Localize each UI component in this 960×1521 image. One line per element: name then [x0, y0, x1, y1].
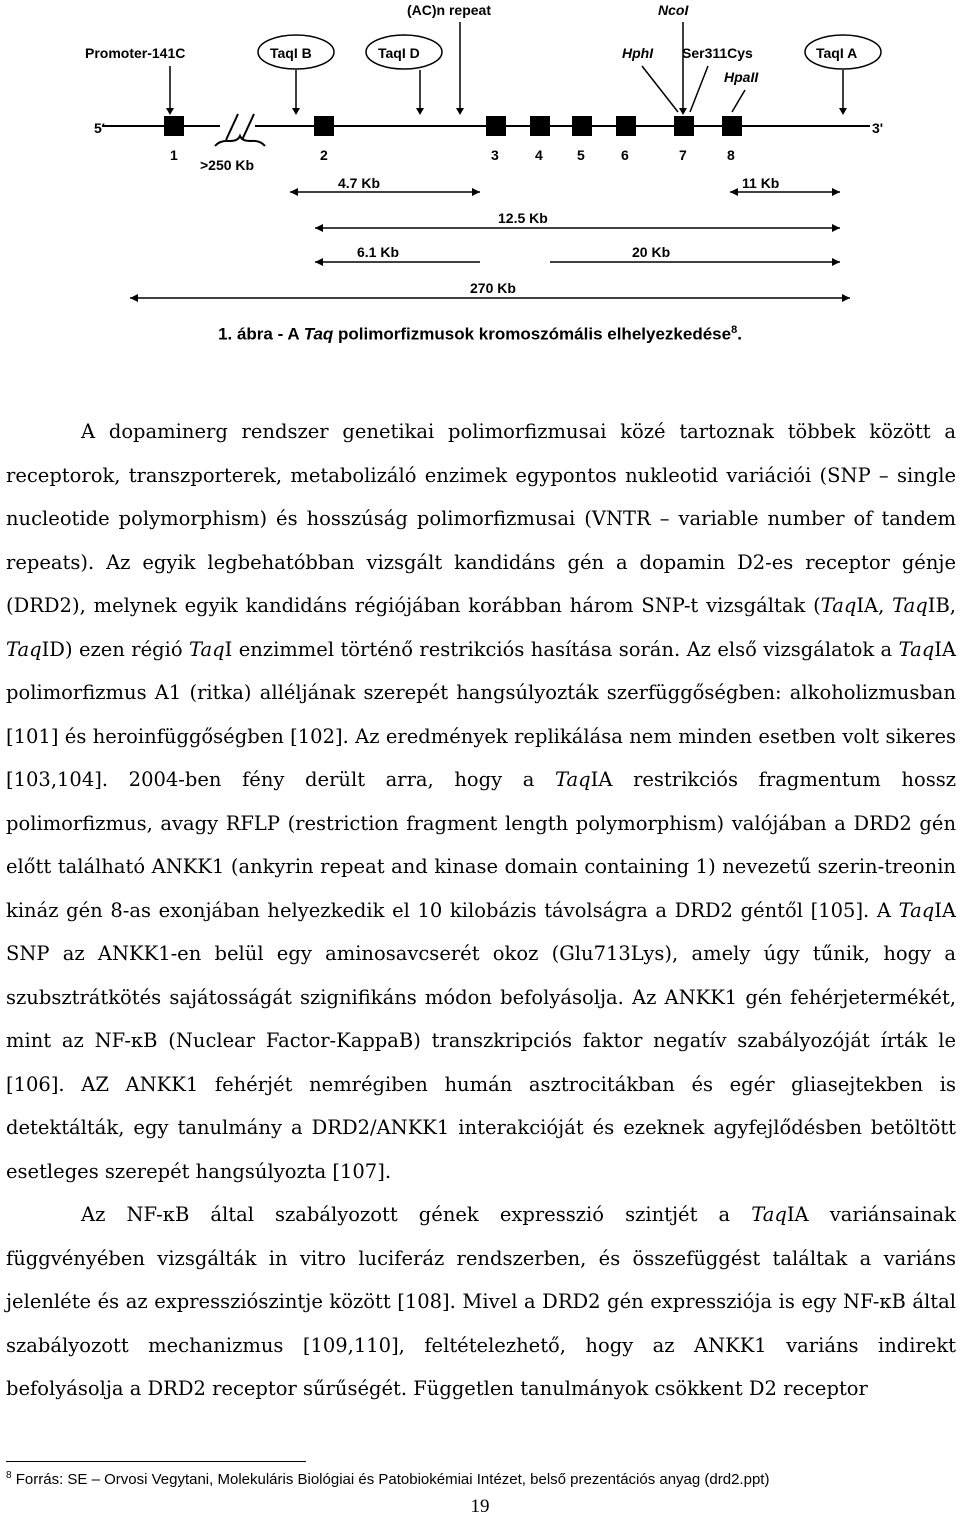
distance-label-20kb: 20 Kb	[632, 244, 671, 260]
caption-end: .	[737, 324, 742, 344]
distance-label-12-5kb: 12.5 Kb	[498, 210, 548, 226]
italic-run: Taq	[188, 637, 225, 661]
caption-footnote-ref: 8	[731, 324, 738, 336]
exon-number: 4	[535, 147, 543, 163]
distance-label-6-1kb: 6.1 Kb	[357, 244, 400, 260]
three-prime-label: 3'	[872, 120, 884, 136]
exon-4-box	[530, 116, 550, 136]
italic-run: Taq	[892, 594, 928, 617]
exon-number: 5	[577, 147, 585, 163]
italic-run: Taq	[6, 637, 42, 661]
exon-8-box	[722, 116, 742, 136]
text-run: IA polimorfizmus A1 (ritka) alléljának szerepét hangsúlyozták szerfüggőségben: alkoholizmusban [101] és heroinfüggőségben [102]. Az eredmények replikálása nem minden esetben volt sikeres [103,104]. 2004-ben fény derült arra, hogy a	[6, 637, 956, 791]
exon-3-box	[486, 116, 506, 136]
figure-caption	[0, 324, 960, 345]
footnote	[6, 1470, 956, 1488]
text-run: IB,	[927, 594, 956, 617]
caption-italic: Taq	[303, 324, 334, 344]
caption-prefix: 1. ábra - A	[218, 324, 304, 344]
text-run: IA variánsainak függvényében vizsgálták in vitro luciferáz rendszerben, és összefüggést találtak a variáns jelenléte és az expressziószintje között [108]. Mivel a DRD2 gén expressziója is egy NF-κB által szabályozott mechanizmus [109,110], feltételezhető, hogy az ANKK1 variáns indirekt befolyásolja a DRD2 receptor sűrűségét. Független tanulmányok csökkent D2 receptor	[6, 1203, 956, 1400]
marker-arrows	[170, 22, 843, 112]
arrow-heads	[166, 108, 847, 115]
footnote-number: 8	[6, 1470, 12, 1481]
exon-1-box	[164, 116, 184, 136]
italic-run: Taq	[898, 637, 935, 661]
italic-run: Taq	[555, 768, 591, 791]
gap-brace	[215, 136, 265, 146]
exon-number: 8	[727, 147, 735, 163]
text-run: IA restrikciós fragmentum hossz polimorfizmus, avagy RFLP (restriction fragment length polymorphism) valójában a DRD2 gén előtt található ANKK1 (ankyrin repeat and kinase domain containing 1) nevezetű szerin-treonin kináz gén 8-as exonjában helyezkedik el 10 kilobázis távolságra a DRD2 géntől [105]. A	[6, 768, 957, 922]
italic-run: Taq	[751, 1203, 787, 1226]
hphi-label: HphI	[622, 45, 654, 61]
exon-number: 3	[491, 147, 499, 163]
text-run: ID) ezen régió	[41, 637, 189, 661]
exon-number: 2	[320, 147, 328, 163]
acn-repeat-label: (AC)n repeat	[407, 2, 492, 18]
paragraph-1	[6, 410, 956, 1193]
taqb-label: TaqI B	[270, 45, 312, 61]
page-number: 19	[470, 1496, 490, 1517]
exon-6-box	[616, 116, 636, 136]
exon-7-box	[674, 116, 694, 136]
text-run: IA SNP az ANKK1-en belül egy aminosavcserét okoz (Glu713Lys), amely úgy tűnik, hogy a szubsztrátkötés sajátosságát szignifikáns módon befolyásolja. Az ANKK1 gén fehérjetermékét, mint az NF-κB (Nuclear Factor-KappaB) transzkripciós faktor negatív szabályozóját írták le [106]. AZ ANKK1 fehérjét nemrégiben humán asztrocitákban és egér gliasejtekben is detektálták, egy tanulmány a DRD2/ANKK1 interakcióját és ezeknek agyfejlődésben betöltött esetleges szerepét hangsúlyozta [107].	[6, 898, 956, 1183]
body-text	[6, 410, 956, 1411]
gene-map-diagram	[80, 0, 900, 305]
text-run: A dopaminerg rendszer genetikai polimorfizmusai közé tartoznak többek között a receptorok, transzporterek, metabolizáló enzimek egypontos nukleotid variációi (SNP – single nucleotide polymorphism) és hosszúság polimorfizmusai (VNTR – variable number of tandem repeats). Az egyik legbehatóbban vizsgált kandidáns gén a dopamin D2-es receptor génje (DRD2), melynek egyik kandidáns régiójában korábban három SNP-t vizsgáltak (	[6, 420, 956, 617]
italic-run: Taq	[820, 594, 857, 617]
footnote-rule	[6, 1461, 306, 1462]
caption-suffix: polimorfizmusok kromoszómális elhelyezkedése	[333, 324, 732, 344]
ser311cys-label: Ser311Cys	[682, 45, 753, 61]
exon-2-box	[314, 116, 334, 136]
distance-label-4-7kb: 4.7 Kb	[338, 175, 381, 191]
exon-number: 7	[679, 147, 687, 163]
text-run: IA,	[856, 594, 893, 617]
gap-label: >250 Kb	[200, 157, 255, 173]
paragraph-2	[6, 1193, 956, 1411]
text-run: Az NF-κB által szabályozott gének expresszió szintjét a	[81, 1203, 752, 1226]
exon-number: 6	[621, 147, 629, 163]
exon-5-box	[572, 116, 592, 136]
ncoi-label: NcoI	[658, 2, 689, 18]
promoter-label: Promoter-141C	[85, 45, 186, 61]
five-prime-label: 5'	[94, 120, 106, 136]
distance-label-270kb: 270 Kb	[470, 280, 516, 296]
italic-run: Taq	[898, 898, 935, 922]
footnote-text: Forrás: SE – Orvosi Vegytani, Molekuláris Biológiai és Patobiokémiai Intézet, belső prezentációs anyag (drd2.ppt)	[11, 1471, 770, 1488]
exon-number: 1	[170, 147, 178, 163]
distance-label-11kb: 11 Kb	[742, 175, 780, 191]
drd2-gene-figure	[80, 0, 900, 305]
taqd-label: TaqI D	[378, 45, 420, 61]
text-run: I enzimmel történő restrikciós hasítása során. Az első vizsgálatok a	[224, 637, 899, 661]
taqa-label: TaqI A	[816, 45, 858, 61]
hpaii-label: HpaII	[724, 69, 759, 85]
